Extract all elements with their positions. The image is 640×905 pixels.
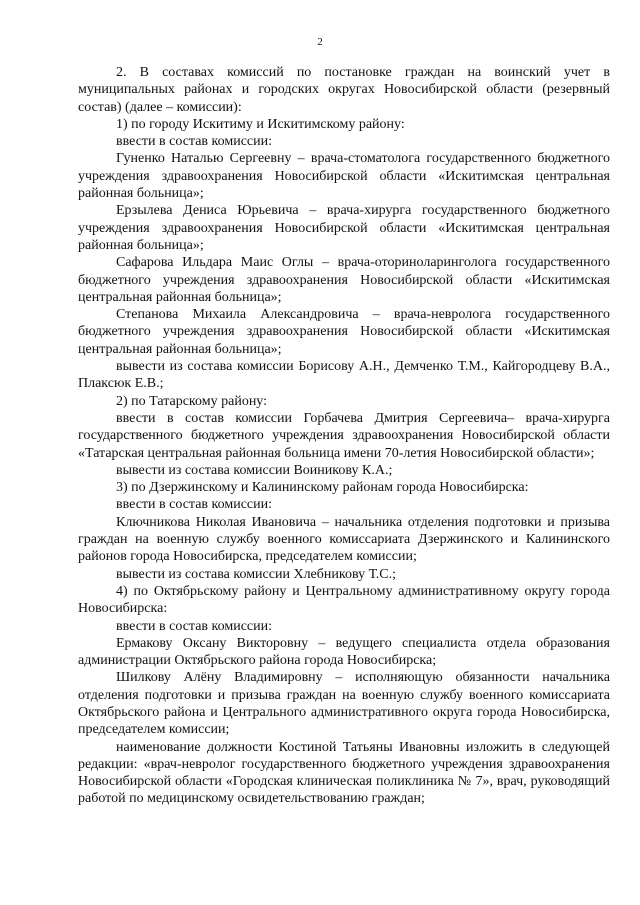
paragraph: Шилкову Алёну Владимировну – исполняющую обязанности начальника отделения подготовки и призыва граждан на военную службу военного комиссариата Октябрьского района и Центрального административного округа города Новосибирска, председателем комиссии; xyxy=(78,670,610,738)
paragraph: 4) по Октябрьскому району и Центральному административному округу города Новосибирска: xyxy=(78,583,610,617)
paragraph: 2) по Татарскому району: xyxy=(116,393,268,409)
page-number: 2 xyxy=(317,36,323,48)
paragraph: ввести в состав комиссии: xyxy=(116,497,273,513)
paragraph: Гуненко Наталью Сергеевну – врача-стоматолога государственного бюджетного учреждения здравоохранения Новосибирской области «Искитимская центральная районная больница»; xyxy=(78,151,610,202)
paragraph: вывести из состава комиссии Хлебникову Т.С.; xyxy=(116,566,396,582)
paragraph: наименование должности Костиной Татьяны Ивановны изложить в следующей редакции: «врач-невролог государственного бюджетного учреждения здравоохранения Новосибирской области «Городская клиническая поликлиника № 7», врач, руководящий работой по медицинскому освидетельствованию граждан; xyxy=(78,739,610,807)
paragraph: Сафарова Ильдара Маис Оглы – врача-оториноларинголога государственного бюджетного учреждения здравоохранения Новосибирской области «Искитимская центральная районная больница»; xyxy=(78,255,610,305)
paragraph: 2. В составах комиссий по постановке граждан на воинский учет в муниципальных районах и городских округах Новосибирской области (резервный состав) (далее – комиссии): xyxy=(78,65,610,115)
paragraph: вывести из состава комиссии Борисову А.Н., Демченко Т.М., Кайгородцеву В.А., Плаксюк Е.В.; xyxy=(78,359,610,392)
paragraph: ввести в состав комиссии Горбачева Дмитрия Сергеевича– врача-хирурга государственного бюджетного учреждения здравоохранения Новосибирской области «Татарская центральная районная больница имени 70-летия Новосибирской области»; xyxy=(78,410,610,461)
paragraph: Степанова Михаила Александровича – врача-невролога государственного бюджетного учреждения здравоохранения Новосибирской области «Искитимская центральная районная больница»; xyxy=(78,307,610,357)
paragraph: вывести из состава комиссии Воиникову К.А.; xyxy=(116,462,393,478)
paragraph: ввести в состав комиссии: xyxy=(116,618,273,634)
paragraph: 1) по городу Искитиму и Искитимскому району: xyxy=(116,116,405,132)
paragraph: Ключникова Николая Ивановича – начальника отделения подготовки и призыва граждан на военную службу военного комиссариата Дзержинского и Калининского районов города Новосибирска, председателем комиссии; xyxy=(78,514,610,565)
paragraph: Ермакову Оксану Викторовну – ведущего специалиста отдела образования администрации Октябрьского района города Новосибирска; xyxy=(78,635,610,669)
document-body xyxy=(78,64,610,808)
paragraph: ввести в состав комиссии: xyxy=(116,134,273,150)
paragraph: Ерзылева Дениса Юрьевича – врача-хирурга государственного бюджетного учреждения здравоохранения Новосибирской области «Искитимская центральная районная больница»; xyxy=(78,203,610,253)
paragraph: 3) по Дзержинскому и Калининскому районам города Новосибирска: xyxy=(116,480,529,496)
